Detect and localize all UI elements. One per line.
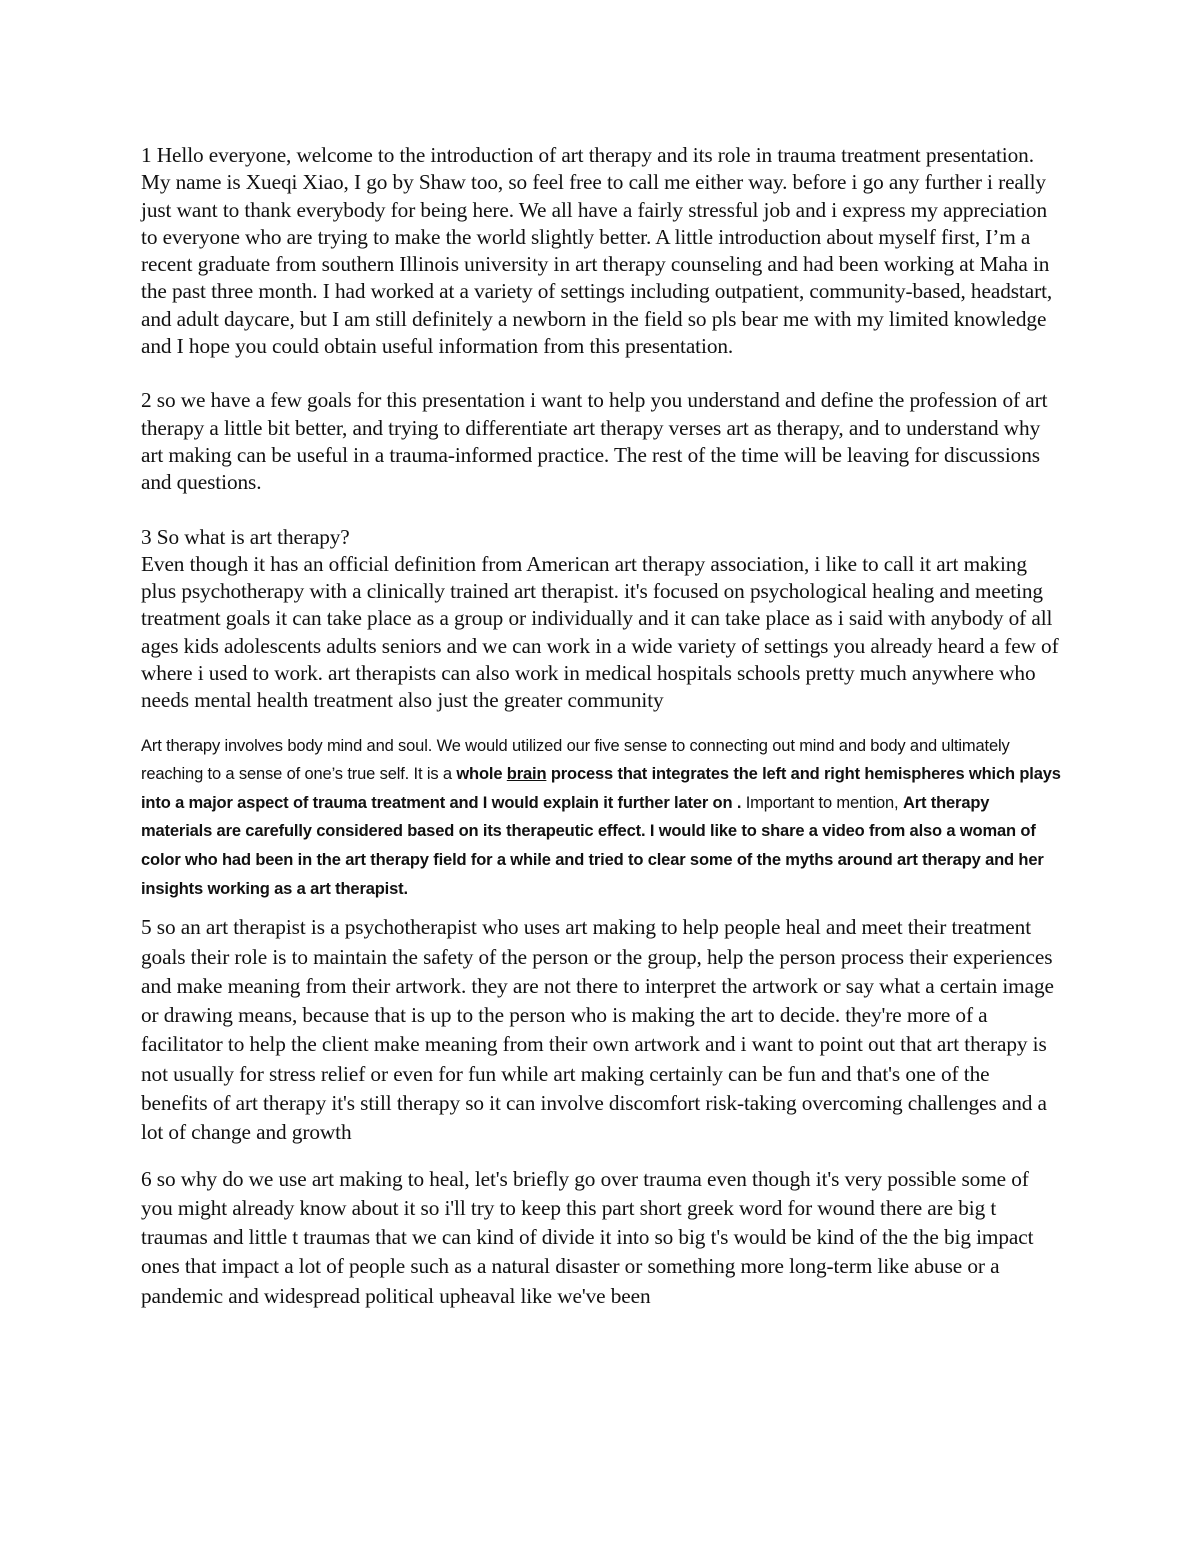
p4-text-2: whole <box>456 765 507 784</box>
paragraph-1: 1 Hello everyone, welcome to the introduction of art therapy and its role in trauma treatment presentation. My name is Xueqi Xiao, I go by Shaw too, so feel free to call me either way. before i go any further i really just want to thank everybody for being here. We all have a fairly stressful job and i express my appreciation to everyone who are trying to make the world slightly better. A little introduction about myself first, I’m a recent graduate from southern Illinois university in art therapy counseling and had been working at Maha in the past three month. I had worked at a variety of settings including outpatient, community-based, headstart, and adult daycare, but I am still definitely a newborn in the field so pls bear me with my limited knowledge and I hope you could obtain useful information from this presentation. <box>141 143 1053 359</box>
paragraph-6: 6 so why do we use art making to heal, let's briefly go over trauma even though it's very possible some of you might already know about it so i'll try to keep this part short greek word for wound there are big t traumas and little t traumas that we can kind of divide it into so big t's would be kind of the the big impact ones that impact a lot of people such as a natural disaster or something more long-term like abuse or a pandemic and widespread political upheaval like we've been <box>141 1166 1034 1308</box>
p4-text-4: process that integrates the left and right hemispheres which plays into a major aspect of trauma treatment and I would explain it further later on . <box>141 765 1061 812</box>
p4-text-1: Art therapy involves body mind and soul. We would utilized our five sense to connecting out mind and body and ultimately reaching to a sense of one’s true self. It is a <box>141 736 1010 784</box>
paragraph-5: 5 so an art therapist is a psychotherapist who uses art making to help people heal and meet their treatment goals their role is to maintain the safety of the person or the group, help the person process their experiences and make meaning from their artwork. they are not there to interpret the artwork or say what a certain image or drawing means, because that is up to the person who is making the art to decide. they're more of a facilitator to help the client make meaning from their own artwork and i want to point out that art therapy is not usually for stress relief or even for fun while art making certainly can be fun and that's one of the benefits of art therapy it's still therapy so it can involve discomfort risk-taking overcoming challenges and a lot of change and growth <box>141 915 1054 1145</box>
paragraph-3-body: Even though it has an official definition from American art therapy association, i like to call it art making plus psychotherapy with a clinically trained art therapist. it's focused on psychological healing and meeting treatment goals it can take place as a group or individually and it can take place as i said with anybody of all ages kids adolescents adults seniors and we can work in a wide variety of settings you already heard a few of where i used to work. art therapists can also work in medical hospitals schools pretty much anywhere who needs mental health treatment also just the greater community <box>141 551 1059 713</box>
p4-text-5: Important to mention, <box>741 793 903 812</box>
p4-text-6: Art therapy materials are carefully considered based on its therapeutic effect. I would like to share a video from also a woman of color who had been in the art therapy field for a while and tried to clear some of the myths around art therapy and her insights working as a art therapist. <box>141 793 1044 898</box>
p4-text-3: brain <box>506 765 547 784</box>
paragraph-3-heading: 3 So what is art therapy? <box>141 524 350 549</box>
paragraph-2: 2 so we have a few goals for this presentation i want to help you understand and define the profession of art therapy a little bit better, and trying to differentiate art therapy verses art as therapy, and to understand why art making can be useful in a trauma-informed practice. The rest of the time will be leaving for discussions and questions. <box>141 388 1048 495</box>
paragraph-4 <box>141 732 1061 904</box>
document-body <box>141 142 1061 1311</box>
